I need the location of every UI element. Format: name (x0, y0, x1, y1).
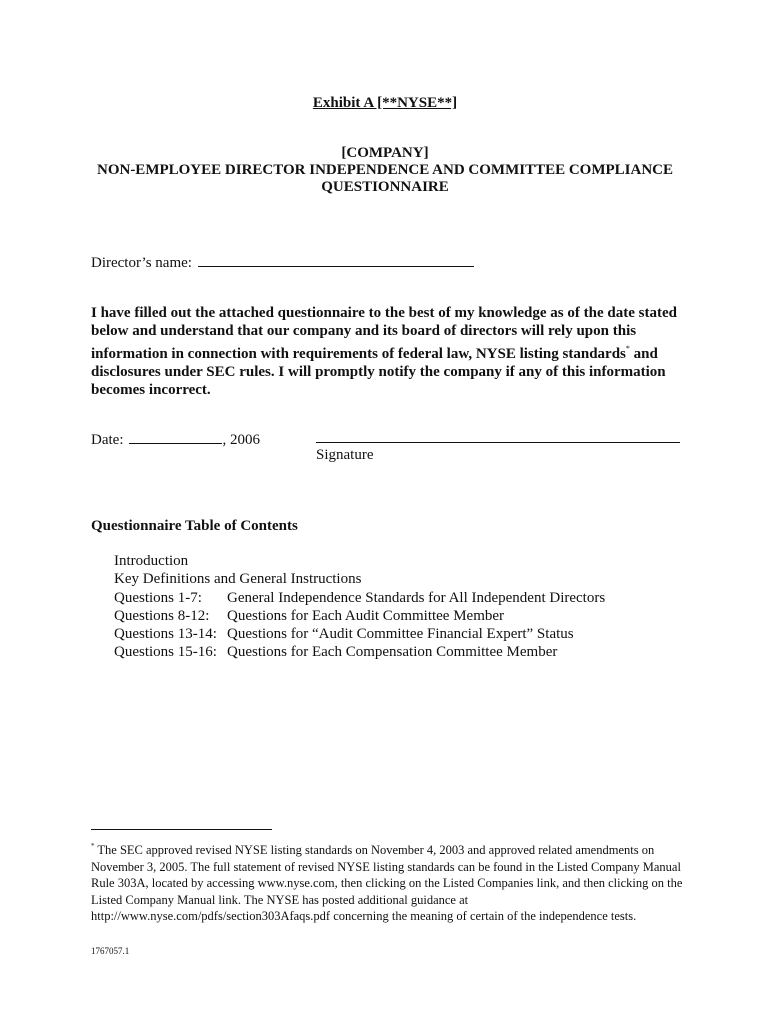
toc-heading: Questionnaire Table of Contents (91, 518, 298, 534)
date-blank[interactable] (129, 429, 222, 444)
company-placeholder: [COMPANY] (341, 145, 429, 161)
toc-row-description: Questions for Each Audit Committee Member (227, 608, 505, 624)
toc-row-description: Questions for Each Compensation Committee Member (227, 644, 558, 660)
date-row (91, 429, 260, 449)
statement-text: I have filled out the attached questionnaire to the best of my knowledge as of the date stated below and understand that our company and its board of directors will rely upon this information in connection with requirements of federal law, NYSE listing standards (91, 305, 677, 362)
toc-row (114, 607, 605, 625)
document-title-line-1: NON-EMPLOYEE DIRECTOR INDEPENDENCE AND COMMITTEE COMPLIANCE (96, 162, 673, 178)
exhibit-heading: Exhibit A [**NYSE**] (312, 95, 458, 111)
footnote-mark: * (91, 842, 95, 850)
director-name-row (91, 252, 474, 272)
certification-statement (91, 304, 691, 399)
toc-row-range: Questions 15-16: (114, 644, 217, 660)
toc-question-list (114, 589, 605, 661)
toc-row (114, 625, 605, 643)
document-id: 1767057.1 (91, 946, 130, 956)
toc-row-description: Questions for “Audit Committee Financial Expert” Status (227, 626, 574, 642)
toc-item-introduction: Introduction (114, 553, 189, 569)
toc-row-description: General Independence Standards for All Independent Directors (227, 590, 606, 606)
toc-row (114, 589, 605, 607)
statement-footnote-mark: * (625, 344, 630, 353)
date-year: , 2006 (222, 432, 260, 448)
toc-row (114, 643, 605, 661)
signature-label: Signature (316, 447, 374, 463)
director-name-blank[interactable] (198, 252, 474, 267)
footnote-separator (91, 829, 272, 830)
signature-line[interactable] (316, 442, 680, 443)
toc-row-range: Questions 8-12: (114, 608, 210, 624)
date-label: Date: (91, 432, 124, 448)
footnote-text: The SEC approved revised NYSE listing standards on November 4, 2003 and approved related amendments on November 3, 2005. The full statement of revised NYSE listing standards can be found in the Listed Company Manual Rule 303A, located by accessing www.nyse.com, then clicking on the Listed Companies link, and then clicking on the Listed Company Manual link. The NYSE has posted additional guidance at http://www.nyse.com/pdfs/section303Afaqs.pdf concerning the meaning of certain of the independence tests. (91, 843, 683, 923)
document-title-line-2: QUESTIONNAIRE (321, 179, 449, 195)
toc-row-range: Questions 1-7: (114, 590, 202, 606)
footnote (91, 838, 691, 925)
director-name-label: Director’s name: (91, 255, 192, 271)
toc-item-key-definitions: Key Definitions and General Instructions (114, 571, 362, 587)
toc-row-range: Questions 13-14: (114, 626, 217, 642)
statement-text-continued: and disclosures under SEC rules. I will promptly notify the company if any of this information becomes incorrect. (91, 346, 666, 398)
